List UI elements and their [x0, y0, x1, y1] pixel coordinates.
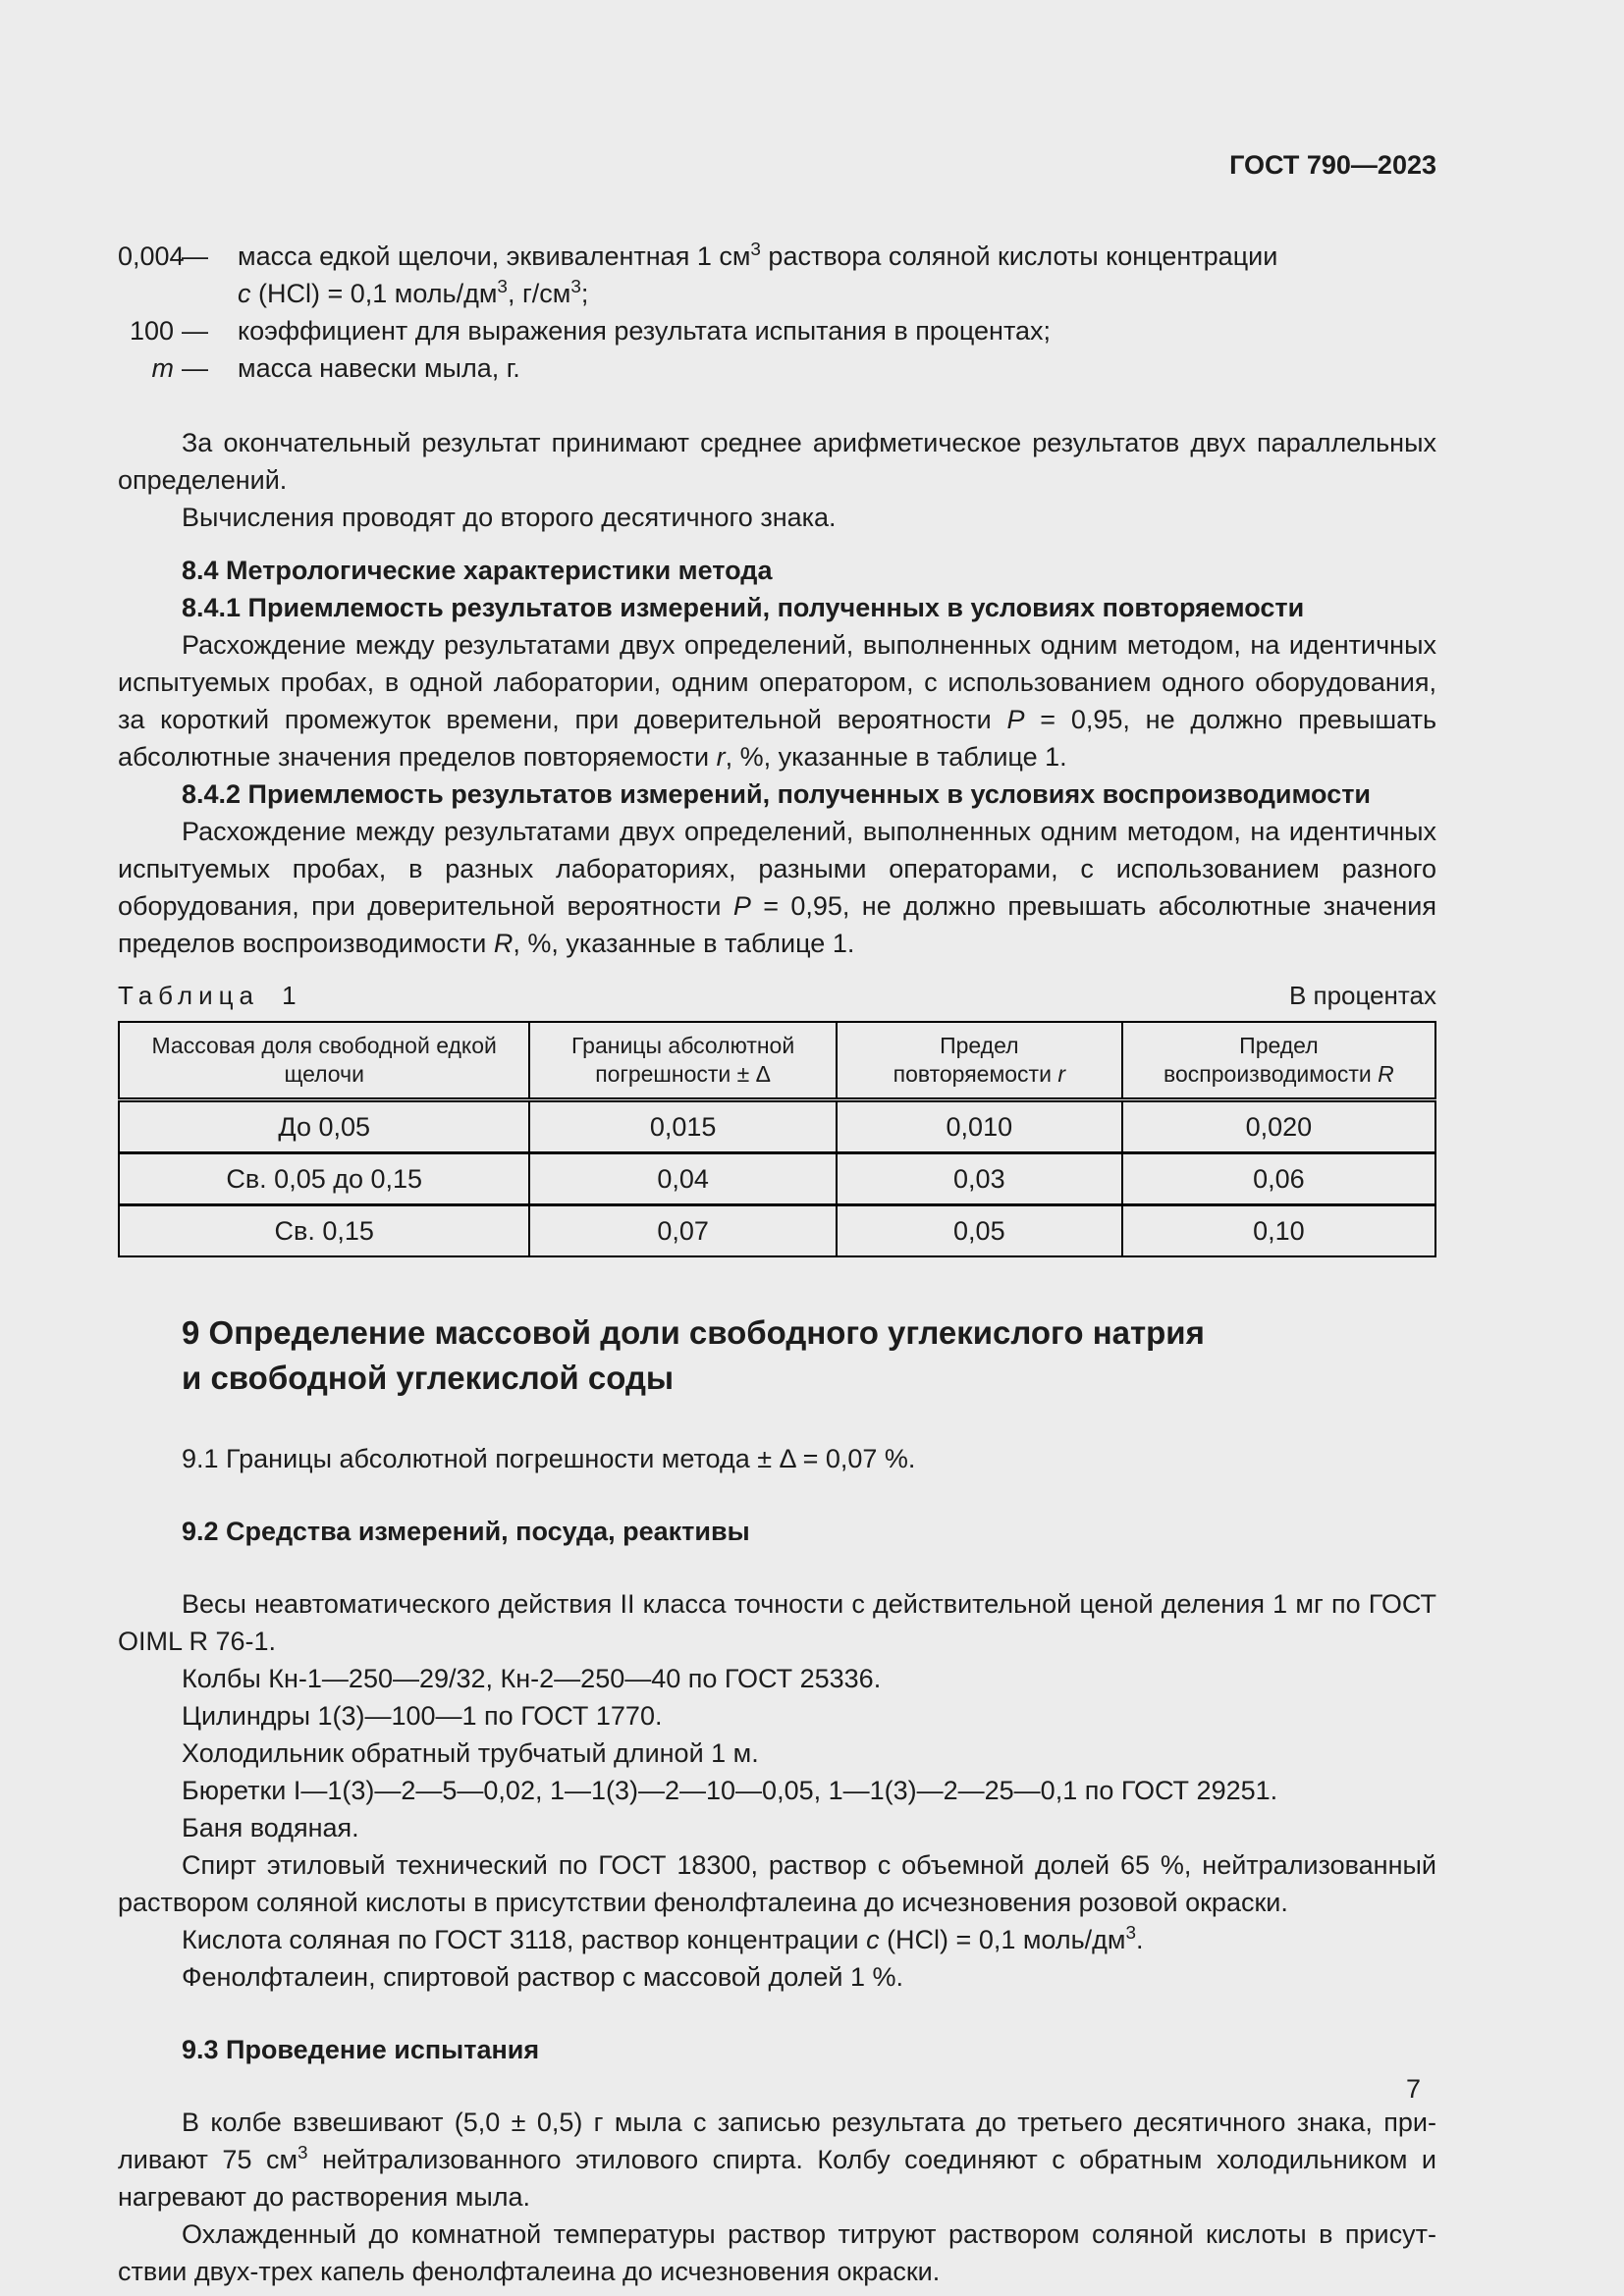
paragraph-water-bath: Баня водяная.	[182, 1813, 359, 1842]
table-1	[118, 1021, 1436, 1257]
column-header-reproducibility: Предел воспроизводимости R	[1122, 1022, 1435, 1100]
definition-term: 0,004	[118, 241, 185, 271]
paragraph-burettes: Бюретки I—1(3)—2—5—0,02, 1—1(3)—2—10—0,05, 1—1(3)—2—25—0,1 по ГОСТ 29251.	[182, 1776, 1278, 1805]
definition-description: коэффициент для выражения результата испытания в процентах;	[238, 316, 1052, 346]
section-8-4-1-title: 8.4.1 Приемлемость результатов измерений, полученных в условиях повторяемости	[182, 593, 1305, 622]
definition-row	[118, 312, 1436, 349]
paragraph-flasks: Колбы Кн-1—250—29/32, Кн-2—250—40 по ГОСТ 25336.	[182, 1664, 882, 1693]
table-cell: 0,020	[1122, 1100, 1435, 1153]
table-cell: 0,06	[1122, 1153, 1435, 1205]
column-header-repeatability: Предел повторяемости r	[837, 1022, 1122, 1100]
section-9-2-title: 9.2 Средства измерений, посуда, реактивы	[182, 1517, 750, 1546]
section-9-3-title: 9.3 Проведение испытания	[182, 2035, 540, 2064]
page-number: 7	[1406, 2074, 1422, 2104]
table-caption: Таблица 1	[118, 981, 302, 1010]
paragraph-hydrochloric-acid: Кислота соляная по ГОСТ 3118, раствор концентрации c (HCl) = 0,1 моль/$дм^3$.	[182, 1923, 1144, 1954]
paragraph-9-1: 9.1 Границы абсолютной погрешности метода ± Δ = 0,07 %.	[182, 1444, 916, 1473]
paragraph-test-procedure-1: В колбе взвешивают (5,0 ± 0,5) г мыла с записью результата до третьего десятичного знака, приливают 75 $см^3$ нейтрализованного этилового спирта. Колбу соединяют с обратным холодильником и нагревают до растворения мыла.	[118, 2108, 1437, 2212]
table-cell: До 0,05	[119, 1100, 529, 1153]
formula-definitions-list	[118, 238, 1436, 387]
definition-row	[118, 238, 1436, 312]
doc-code-header: ГОСТ 790—2023	[1229, 150, 1436, 180]
section-8-4-1-body: Расхождение между результатами двух определений, выполненных одним методом, на идентичных испытуемых пробах, в одной лаборатории, одним оператором, с использованием одного оборудования, за короткий промежуток времени, при доверительной вероятности P = 0,95, не должно превышать абсолютные значения пределов повторяемости r, %, указанные в таблице 1.	[118, 630, 1437, 772]
table-cell: 0,05	[837, 1205, 1122, 1257]
section-8-4-title: 8.4 Метрологические характеристики метода	[182, 556, 773, 585]
table-units-note: В процентах	[1288, 981, 1436, 1010]
definition-dash: —	[182, 316, 208, 346]
table-cell: Св. 0,15	[119, 1205, 529, 1257]
section-8-4-2-title: 8.4.2 Приемлемость результатов измерений, полученных в условиях воспроизводимости	[182, 779, 1372, 809]
paragraph-final-result: За окончательный результат принимают среднее арифметическое результатов двух параллельных определений.	[118, 428, 1436, 495]
column-header-mass-fraction: Массовая доля свободной едкой щелочи	[119, 1022, 529, 1100]
table-cell: 0,010	[837, 1100, 1122, 1153]
table-row	[119, 1205, 1435, 1257]
table-caption-row	[118, 980, 1436, 1011]
column-header-error-limits: Границы абсолютной погрешности ± Δ	[529, 1022, 836, 1100]
definition-row	[118, 349, 1436, 387]
definition-description: масса навески мыла, г.	[238, 353, 520, 383]
section-9-title: 9 Определение массовой доли свободного углекислого натрия и свободной углекислой соды	[182, 1314, 1205, 1396]
section-9-2-body	[118, 1585, 1436, 1996]
paragraph-calculations: Вычисления проводят до второго десятичного знака.	[182, 503, 837, 532]
section-8-4-2-body: Расхождение между результатами двух определений, выполненных одним методом, на идентичных испытуемых пробах, в разных лабораториях, разными операторами, с использованием разного оборудования, при доверительной вероятности P = 0,95, не должно превышать абсолютные значения пределов воспроизводимости R, %, указанные в таблице 1.	[118, 817, 1436, 958]
page-content	[118, 0, 1436, 2290]
table-cell: 0,04	[529, 1153, 836, 1205]
definition-term: m	[151, 353, 174, 383]
definition-dash: —	[182, 241, 208, 271]
paragraph-cylinders: Цилиндры 1(3)—100—1 по ГОСТ 1770.	[182, 1701, 663, 1731]
definition-dash: —	[182, 353, 208, 383]
table-header-row	[119, 1022, 1435, 1100]
table-cell: Св. 0,05 до 0,15	[119, 1153, 529, 1205]
table-cell: 0,10	[1122, 1205, 1435, 1257]
definition-description: масса едкой щелочи, эквивалентная 1 $см^3$ раствора соляной кислоты концентрации c (HCl) = 0,1 моль/$дм^3$, $г/см^3$;	[238, 240, 1278, 308]
paragraph-scales: Весы неавтоматического действия II класса точности с действительной ценой деления 1 мг по ГОСТ OIML R 76-1.	[118, 1589, 1436, 1656]
section-9-3-body	[118, 2104, 1436, 2290]
paragraph-test-procedure-2: Охлажденный до комнатной температуры раствор титруют раствором соляной кислоты в присутствии двух-трех капель фенолфталеина до исчезновения окраски.	[118, 2219, 1436, 2286]
table-cell: 0,03	[837, 1153, 1122, 1205]
table-cell: 0,07	[529, 1205, 836, 1257]
table-row	[119, 1153, 1435, 1205]
paragraph-condenser: Холодильник обратный трубчатый длиной 1 м.	[182, 1738, 759, 1768]
table-row	[119, 1100, 1435, 1153]
paragraph-phenolphthalein: Фенолфталеин, спиртовой раствор с массовой долей 1 %.	[182, 1962, 904, 1992]
paragraph-ethanol: Спирт этиловый технический по ГОСТ 18300, раствор с объемной долей 65 %, нейтрализованный раствором соляной кислоты в присутствии фенолфталеина до исчезновения розовой окраски.	[118, 1850, 1436, 1917]
definition-term: 100	[129, 316, 174, 346]
table-cell: 0,015	[529, 1100, 836, 1153]
